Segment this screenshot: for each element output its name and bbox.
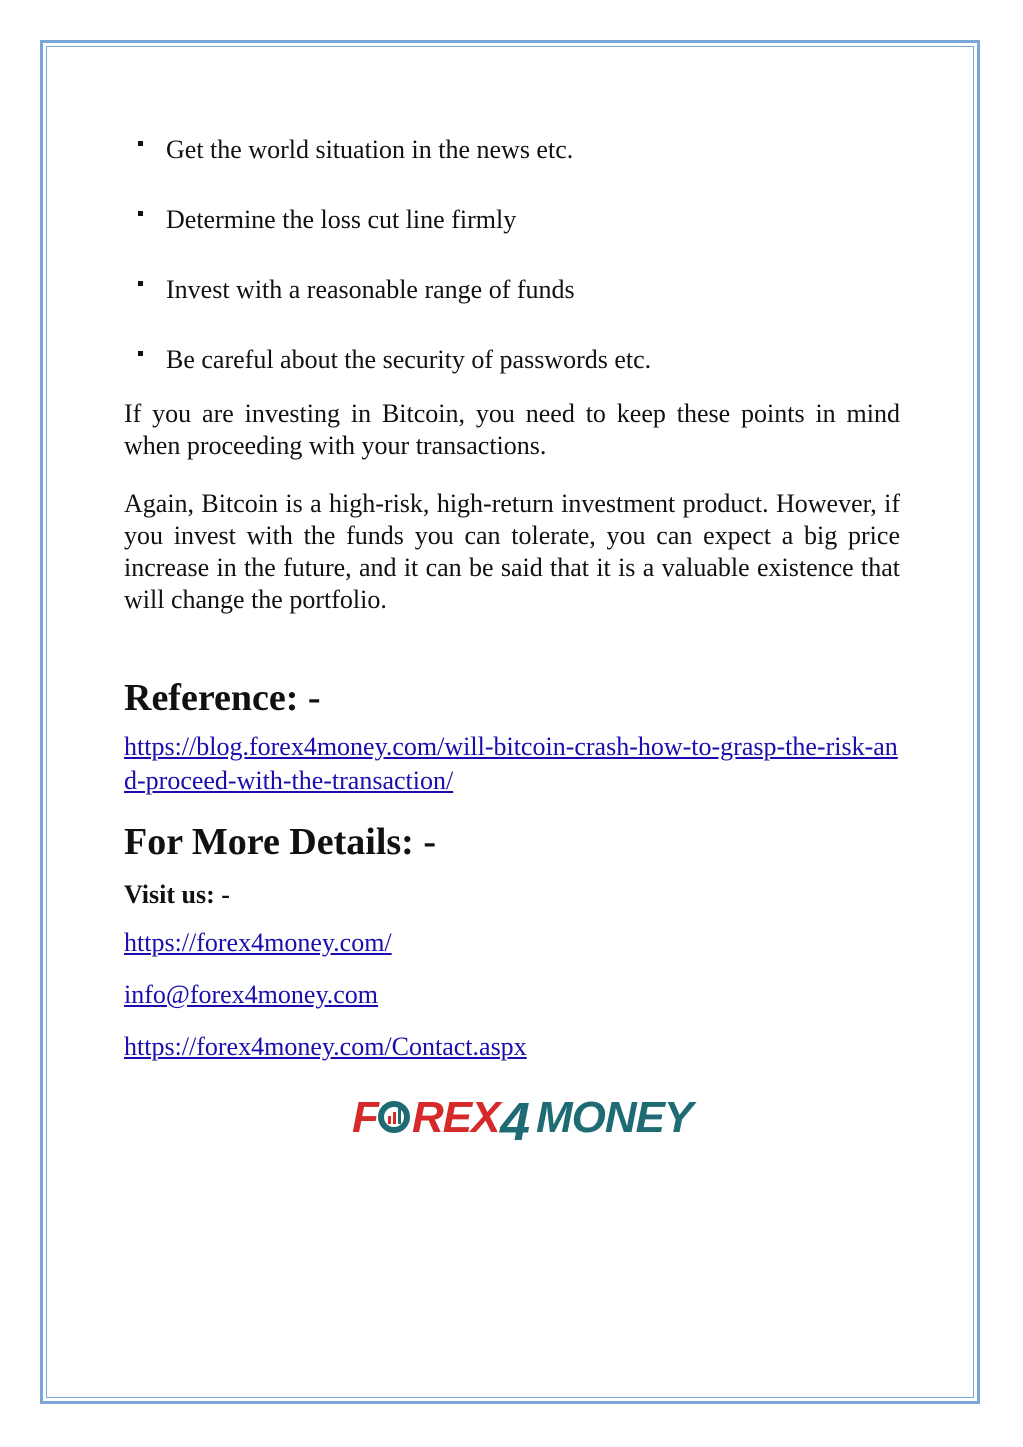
visit-us-label: Visit us: - [124,880,230,909]
bullet-icon [138,351,143,356]
bullet-icon [138,281,143,286]
svg-text:4: 4 [500,1092,531,1152]
list-item-text: Get the world situation in the news etc. [166,135,574,164]
contact-page-link[interactable]: https://forex4money.com/Contact.aspx [124,1032,527,1061]
reference-link[interactable]: https://blog.forex4money.com/will-bitcoin-crash-how-to-grasp-the-risk-and-proceed-with-the-transaction/ [124,732,898,795]
email-link[interactable]: info@forex4money.com [124,980,379,1009]
svg-text:MONEY: MONEY [536,1093,693,1142]
contact-line [124,1030,900,1068]
list-item [124,268,900,312]
bullet-icon [138,141,143,146]
list-item-text: Invest with a reasonable range of funds [166,275,575,304]
website-line [124,926,900,964]
paragraph-keep-in-mind: If you are investing in Bitcoin, you need to keep these points in mind when proceeding with your transactions. [124,399,900,460]
paragraph-high-risk: Again, Bitcoin is a high-risk, high-return investment product. However, if you invest with the funds you can tolerate, you can expect a big price increase in the future, and it can be said that it is a valuable existence that will change the portfolio. [124,489,900,614]
list-item [124,128,900,172]
list-item-text: Be careful about the security of passwords etc. [166,345,652,374]
forex4money-logo [350,1088,693,1152]
website-link[interactable]: https://forex4money.com/ [124,928,392,957]
list-item [124,198,900,242]
logo-f-letter: F [352,1093,379,1142]
more-details-heading: For More Details: - [124,821,436,863]
svg-text:REX: REX [412,1093,500,1142]
document-content [124,128,900,1068]
email-line [124,978,900,1016]
list-item [124,338,900,382]
tips-list [124,128,900,382]
bullet-icon [138,211,143,216]
list-item-text: Determine the loss cut line firmly [166,205,517,234]
reference-link-wrap [124,730,900,798]
reference-heading: Reference: - [124,677,321,719]
